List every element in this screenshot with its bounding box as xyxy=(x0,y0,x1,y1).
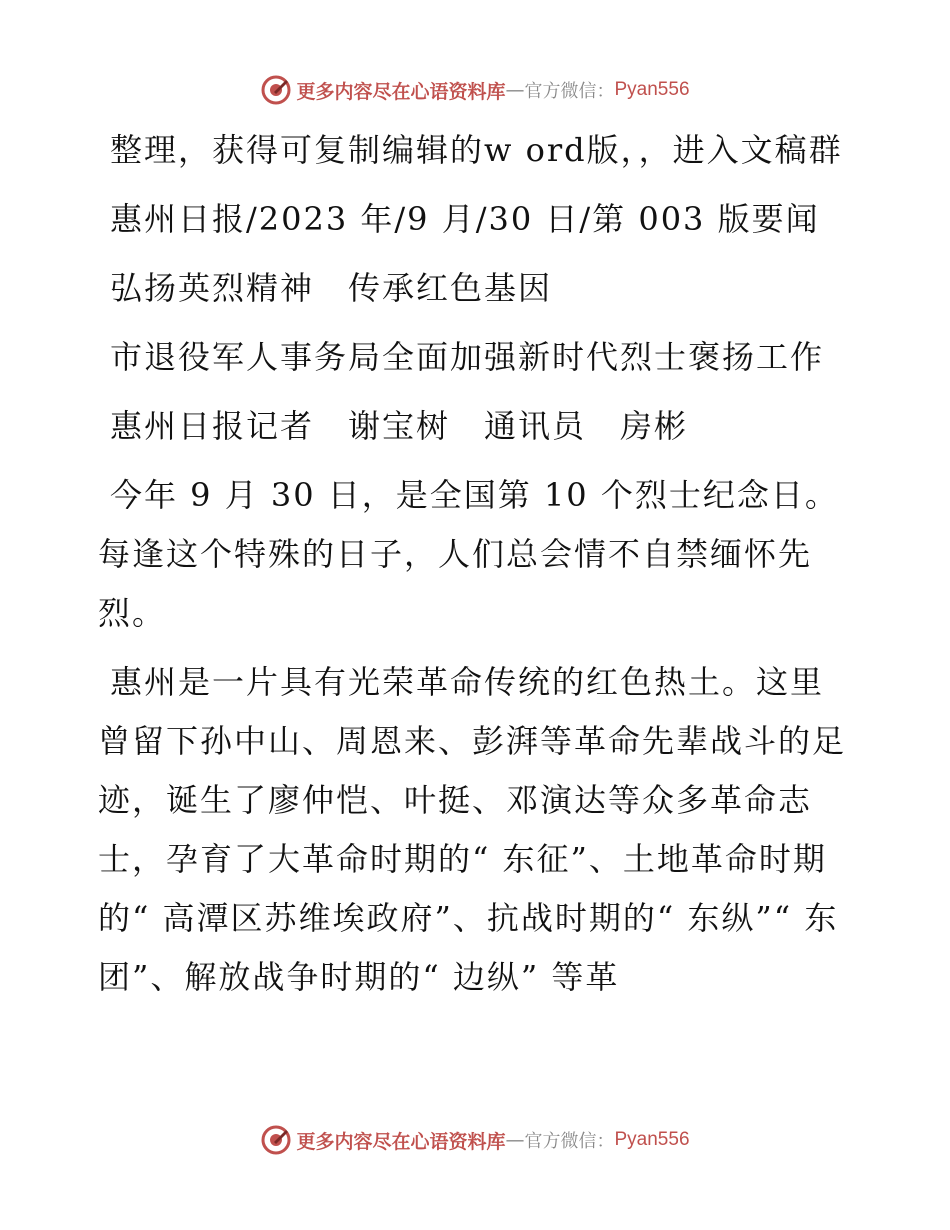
watermark-dash: — xyxy=(505,79,525,101)
watermark-dash: — xyxy=(505,1129,525,1151)
paragraph-intro: 整理，获得可复制编辑的w ord版，，进入文稿群 xyxy=(110,131,843,169)
paragraph-body: 惠州是一片具有光荣革命传统的红色热土。这里曾留下孙中山、周恩来、彭湃等革命先辈战斗的足迹，诞生了廖仲恺、叶挺、邓演达等众多革命志士，孕育了大革命时期的“ 东征”、土地革命时期的“ 高潭区苏维埃政府”、抗战时期的“ 东纵”“ 东团”、解放战争时期的“ 边纵” 等革 xyxy=(98,663,847,996)
document-body xyxy=(98,121,850,1017)
watermark-wechat-id: Pyan556 xyxy=(614,1129,690,1150)
article-byline: 惠州日报记者 谢宝树 通讯员 房彬 xyxy=(110,407,689,445)
watermark-site-text: 更多内容尽在心语资料库 xyxy=(296,1130,506,1153)
article-title: 弘扬英烈精神 传承红色基因 xyxy=(110,269,553,307)
footer-watermark xyxy=(0,1120,950,1160)
pen-logo-icon xyxy=(260,1124,292,1156)
article-subtitle: 市退役军人事务局全面加强新时代烈士褒扬工作 xyxy=(110,338,825,376)
watermark-wechat-label: 官方微信： xyxy=(524,81,615,102)
paragraph-body: 今年 9 月 30 日，是全国第 10 个烈士纪念日。每逢这个特殊的日子，人们总会情不自禁缅怀先烈。 xyxy=(98,476,839,632)
watermark-wechat-label: 官方微信： xyxy=(524,1131,615,1152)
header-watermark xyxy=(0,70,950,110)
paragraph-source: 惠州日报/2023 年/9 月/30 日/第 003 版要闻 xyxy=(110,200,820,238)
pen-logo-icon xyxy=(260,74,292,106)
watermark-wechat-id: Pyan556 xyxy=(614,79,690,100)
watermark-site-text: 更多内容尽在心语资料库 xyxy=(296,80,506,103)
